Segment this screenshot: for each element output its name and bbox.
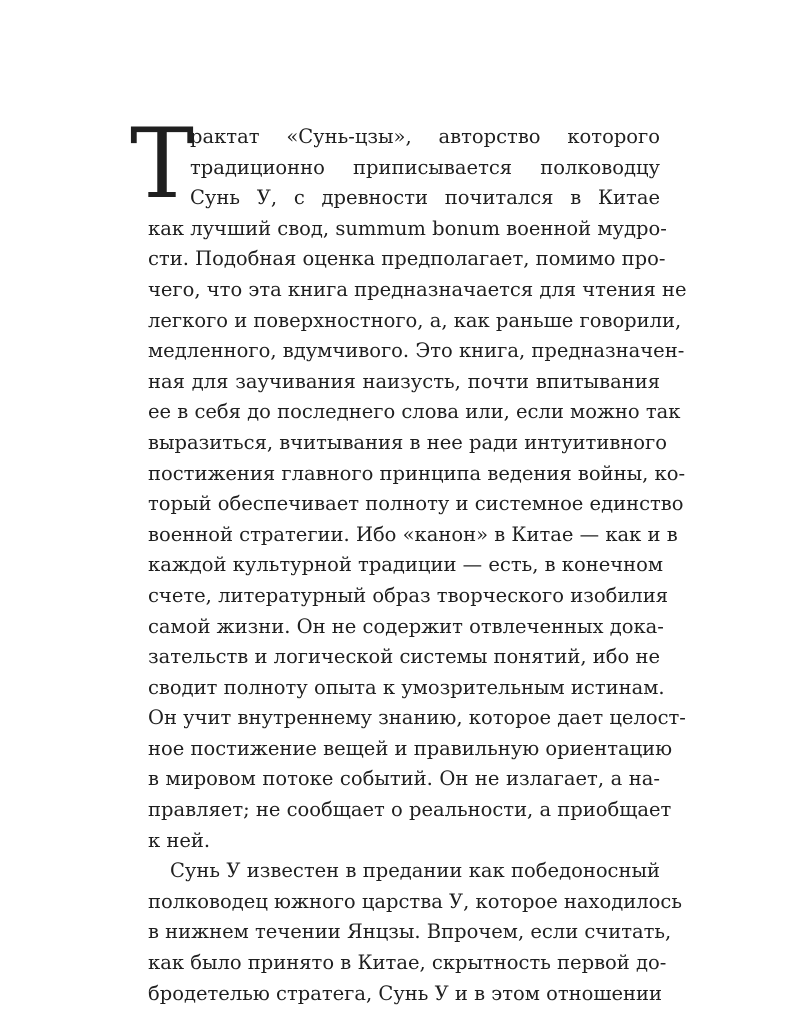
text-line: ная для заучивания наизусть, почти впитывания — [148, 369, 660, 393]
text-line: как лучший свод, summum bonum военной мудро- — [148, 216, 667, 240]
text-line: сти. Подобная оценка предполагает, помимо про- — [148, 247, 666, 271]
text-line: счете, литературный образ творческого изобилия — [148, 583, 668, 607]
text-line: Он учит внутреннему знанию, которое дает целост- — [148, 706, 686, 730]
text-line: полководец южного царства У, которое находилось — [148, 889, 682, 913]
text-line: бродетелью стратега, Сунь У и в этом отношении — [148, 981, 663, 1005]
text-line: чего, что эта книга предназначается для чтения не — [148, 277, 687, 301]
text-line: постижения главного принципа ведения войны, ко- — [148, 461, 686, 485]
text-line: военной стратегии. Ибо «канон» в Китае — как и в — [148, 522, 678, 546]
text-line: самой жизни. Он не содержит отвлеченных дока- — [148, 614, 664, 638]
text-line: рактат «Сунь-цзы», авторство которого — [190, 125, 660, 148]
body-text — [148, 122, 687, 1009]
text-line: традиционно приписывается полководцу — [190, 155, 660, 179]
text-line: к ней. — [148, 828, 211, 852]
drop-cap-letter: Т — [130, 108, 195, 220]
text-line: Сунь У, с древности почитался в Китае — [190, 186, 660, 210]
text-line: сводит полноту опыта к умозрительным истинам. — [148, 675, 665, 699]
text-line: как было принято в Китае, скрытность первой до- — [148, 951, 667, 975]
text-line: ее в себя до последнего слова или, если можно так — [148, 400, 681, 424]
paragraph-1 — [148, 122, 687, 856]
text-line: медленного, вдумчивого. Это книга, предназначен- — [148, 339, 685, 363]
text-line: в мировом потоке событий. Он не излагает, а на- — [148, 767, 660, 791]
text-line: ное постижение вещей и правильную ориентацию — [148, 736, 673, 760]
paragraph-2 — [148, 856, 682, 1009]
text-line: легкого и поверхностного, а, как раньше говорили, — [148, 308, 682, 332]
text-line: выразиться, вчитывания в нее ради интуитивного — [148, 430, 668, 454]
text-line: правляет; не сообщает о реальности, а приобщает — [148, 798, 672, 822]
text-line: Сунь У известен в предании как победоносный — [170, 859, 660, 883]
text-line: зательств и логической системы понятий, ибо не — [148, 645, 660, 669]
text-line: торый обеспечивает полноту и системное единство — [148, 492, 684, 516]
text-line: каждой культурной традиции — есть, в конечном — [148, 553, 664, 577]
text-line: в нижнем течении Янцзы. Впрочем, если считать, — [148, 920, 672, 944]
